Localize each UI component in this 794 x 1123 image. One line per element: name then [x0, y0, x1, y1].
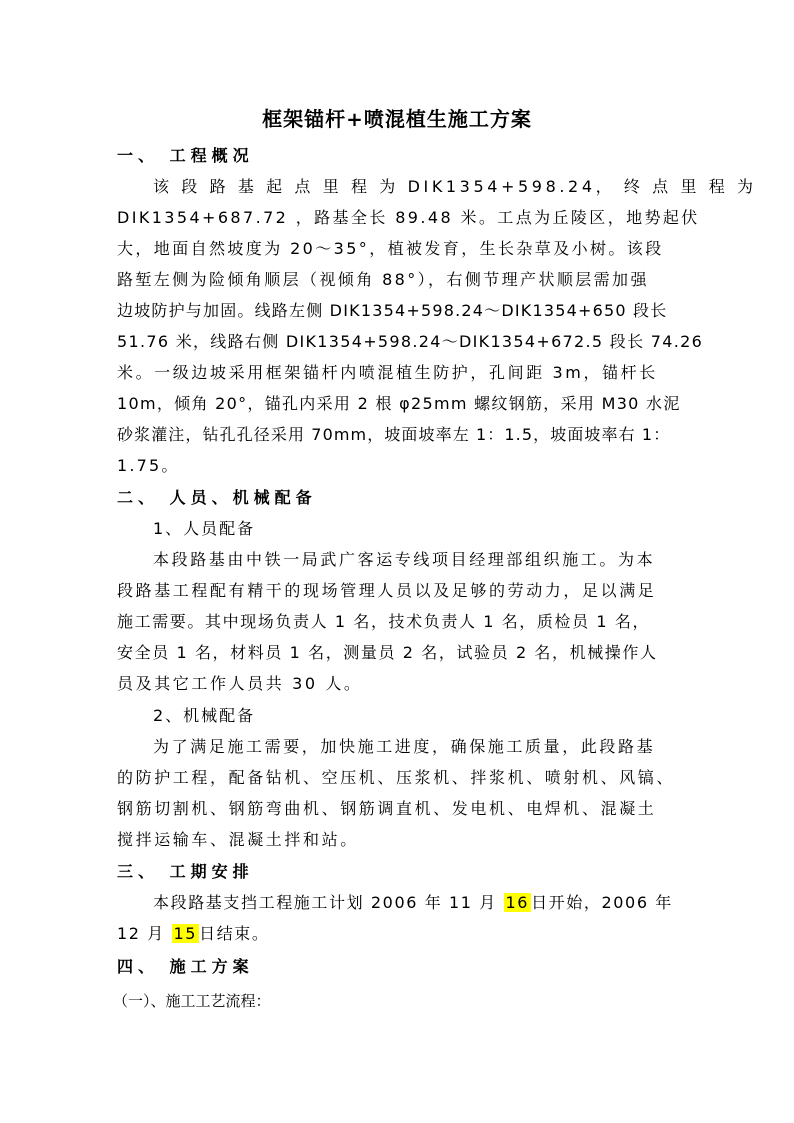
- paragraph-line: 砂浆灌注，钻孔孔径采用 70mm，坡面坡率左 1：1.5，坡面坡率右 1：: [117, 425, 671, 444]
- subsection-heading-personnel: 1、人员配备: [153, 519, 256, 538]
- schedule-text: 本段路基支挡工程施工计划 2006 年 11 月: [153, 893, 504, 912]
- highlighted-start-day: 16: [505, 893, 530, 912]
- paragraph-line: 大，地面自然坡度为 20～35°，植被发育，生长杂草及小树。该段: [117, 239, 664, 258]
- paragraph-line: 钢筋切割机、钢筋弯曲机、钢筋调直机、发电机、电焊机、混凝土: [117, 799, 657, 818]
- subsection-heading-machinery: 2、机械配备: [153, 706, 256, 725]
- schedule-text: 12 月: [117, 924, 172, 943]
- subsection-heading-process-flow: （一）、施工工艺流程：: [113, 992, 271, 1010]
- document-title: 框架锚杆+喷混植生施工方案: [262, 107, 532, 131]
- paragraph-line: 段路基工程配有精干的现场管理人员以及足够的劳动力，足以满足: [117, 581, 657, 600]
- paragraph-line: 员及其它工作人员共 30 人。: [117, 674, 363, 693]
- paragraph-line: 米。一级边坡采用框架锚杆内喷混植生防护，孔间距 3m，锚杆长: [117, 363, 658, 382]
- paragraph-line: DIK1354+687.72 ，路基全长 89.48 米。工点为丘陵区，地势起伏: [117, 208, 700, 227]
- paragraph-line: 本段路基由中铁一局武广客运专线项目经理部组织施工。为本: [153, 550, 656, 569]
- paragraph-line: 安全员 1 名，材料员 1 名，测量员 2 名，试验员 2 名，机械操作人: [117, 643, 658, 662]
- highlighted-end-day: 15: [173, 924, 198, 943]
- paragraph-line: 边坡防护与加固。线路左侧 DIK1354+598.24～DIK1354+650 段长: [117, 301, 668, 320]
- paragraph-line: 该 段 路 基 起 点 里 程 为 DIK1354+598.24， 终 点 里 程 为: [153, 177, 757, 196]
- paragraph-line: 1.75。: [117, 456, 180, 475]
- section-heading-schedule: 三、 工期安排: [117, 862, 254, 881]
- paragraph-line: 51.76 米，线路右侧 DIK1354+598.24～DIK1354+672.5 段长 74.26: [117, 332, 704, 351]
- section-heading-construction-plan: 四、 施工方案: [117, 957, 254, 976]
- paragraph-line: 施工需要。其中现场负责人 1 名，技术负责人 1 名，质检员 1 名，: [117, 612, 651, 631]
- section-heading-overview: 一、 工程概况: [117, 146, 254, 165]
- schedule-text: 日开始，2006 年: [531, 893, 673, 912]
- paragraph-line: 搅拌运输车、混凝土拌和站。: [117, 830, 359, 849]
- schedule-line-start: [153, 893, 673, 913]
- schedule-text: 日结束。: [199, 924, 270, 943]
- paragraph-line: 路堑左侧为险倾角顺层（视倾角 88°），右侧节理产状顺层需加强: [117, 270, 649, 289]
- paragraph-line: 10m，倾角 20°，锚孔内采用 2 根 φ25mm 螺纹钢筋，采用 M30 水泥: [117, 394, 681, 413]
- section-heading-staffing: 二、 人员、机械配备: [117, 488, 317, 507]
- paragraph-line: 的防护工程，配备钻机、空压机、压浆机、拌浆机、喷射机、风镐、: [117, 768, 676, 787]
- paragraph-line: 为了满足施工需要，加快施工进度，确保施工质量，此段路基: [153, 737, 656, 756]
- schedule-line-end: [117, 924, 270, 944]
